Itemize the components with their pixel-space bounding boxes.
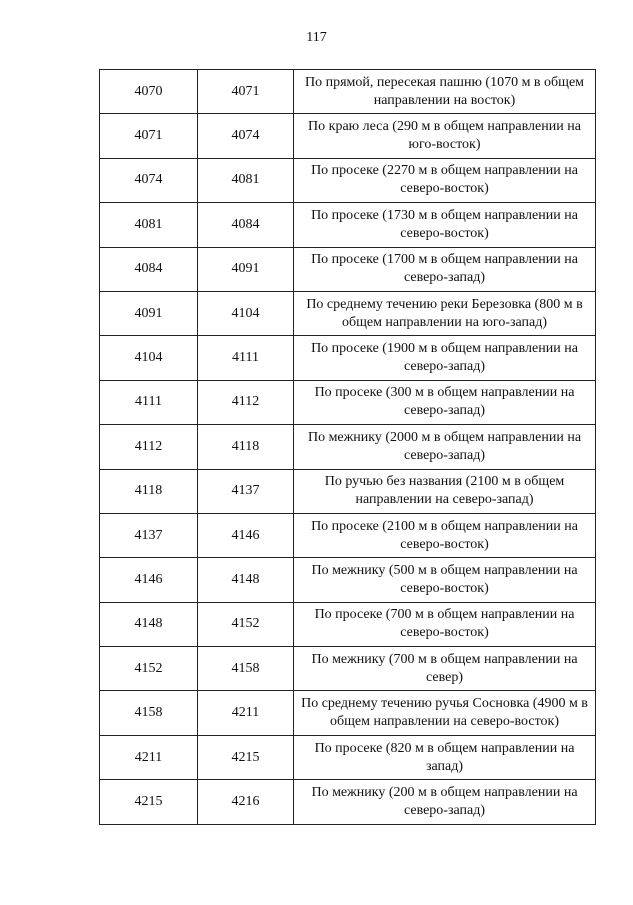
cell-from-point: 4137 <box>100 513 198 557</box>
cell-from-point: 4070 <box>100 70 198 114</box>
table-row <box>100 203 596 247</box>
table-row <box>100 602 596 646</box>
cell-from-point: 4148 <box>100 602 198 646</box>
cell-from-point: 4158 <box>100 691 198 735</box>
cell-to-point: 4148 <box>198 558 294 602</box>
table-row <box>100 647 596 691</box>
cell-description: По просеке (300 м в общем направлении на северо-запад) <box>294 380 596 424</box>
cell-to-point: 4074 <box>198 114 294 158</box>
cell-description: По просеке (700 м в общем направлении на северо-восток) <box>294 602 596 646</box>
cell-description: По межнику (200 м в общем направлении на северо-запад) <box>294 780 596 824</box>
cell-description: По прямой, пересекая пашню (1070 м в общем направлении на восток) <box>294 70 596 114</box>
cell-description: По краю леса (290 м в общем направлении на юго-восток) <box>294 114 596 158</box>
cell-to-point: 4081 <box>198 158 294 202</box>
cell-description: По просеке (2270 м в общем направлении на северо-восток) <box>294 158 596 202</box>
table-row <box>100 469 596 513</box>
table-row <box>100 336 596 380</box>
table-row <box>100 114 596 158</box>
cell-description: По просеке (2100 м в общем направлении на северо-восток) <box>294 513 596 557</box>
boundary-table <box>99 69 596 825</box>
table-row <box>100 691 596 735</box>
cell-to-point: 4215 <box>198 735 294 779</box>
cell-from-point: 4152 <box>100 647 198 691</box>
table-row <box>100 513 596 557</box>
cell-description: По межнику (2000 м в общем направлении на северо-запад) <box>294 425 596 469</box>
cell-description: По просеке (1700 м в общем направлении на северо-запад) <box>294 247 596 291</box>
cell-to-point: 4091 <box>198 247 294 291</box>
table-row <box>100 380 596 424</box>
cell-from-point: 4074 <box>100 158 198 202</box>
cell-description: По ручью без названия (2100 м в общем направлении на северо-запад) <box>294 469 596 513</box>
cell-to-point: 4146 <box>198 513 294 557</box>
cell-from-point: 4112 <box>100 425 198 469</box>
cell-from-point: 4091 <box>100 291 198 335</box>
cell-from-point: 4104 <box>100 336 198 380</box>
table-row <box>100 425 596 469</box>
page-number: 117 <box>306 30 327 45</box>
table-row <box>100 735 596 779</box>
cell-description: По среднему течению реки Березовка (800 м в общем направлении на юго-запад) <box>294 291 596 335</box>
table-row <box>100 247 596 291</box>
table-row <box>100 291 596 335</box>
cell-from-point: 4118 <box>100 469 198 513</box>
table-row <box>100 70 596 114</box>
cell-from-point: 4111 <box>100 380 198 424</box>
cell-to-point: 4211 <box>198 691 294 735</box>
cell-to-point: 4152 <box>198 602 294 646</box>
cell-to-point: 4158 <box>198 647 294 691</box>
cell-to-point: 4104 <box>198 291 294 335</box>
table-row <box>100 780 596 824</box>
cell-to-point: 4118 <box>198 425 294 469</box>
cell-description: По просеке (1730 м в общем направлении на северо-восток) <box>294 203 596 247</box>
table-row <box>100 158 596 202</box>
cell-from-point: 4215 <box>100 780 198 824</box>
boundary-table-body <box>100 70 596 825</box>
cell-to-point: 4111 <box>198 336 294 380</box>
cell-from-point: 4081 <box>100 203 198 247</box>
cell-to-point: 4071 <box>198 70 294 114</box>
table-row <box>100 558 596 602</box>
cell-from-point: 4211 <box>100 735 198 779</box>
cell-from-point: 4146 <box>100 558 198 602</box>
cell-description: По межнику (500 м в общем направлении на северо-восток) <box>294 558 596 602</box>
cell-description: По просеке (820 м в общем направлении на запад) <box>294 735 596 779</box>
cell-from-point: 4084 <box>100 247 198 291</box>
cell-to-point: 4137 <box>198 469 294 513</box>
cell-description: По просеке (1900 м в общем направлении на северо-запад) <box>294 336 596 380</box>
cell-to-point: 4084 <box>198 203 294 247</box>
cell-to-point: 4112 <box>198 380 294 424</box>
cell-from-point: 4071 <box>100 114 198 158</box>
cell-description: По среднему течению ручья Сосновка (4900 м в общем направлении на северо-восток) <box>294 691 596 735</box>
cell-description: По межнику (700 м в общем направлении на север) <box>294 647 596 691</box>
cell-to-point: 4216 <box>198 780 294 824</box>
